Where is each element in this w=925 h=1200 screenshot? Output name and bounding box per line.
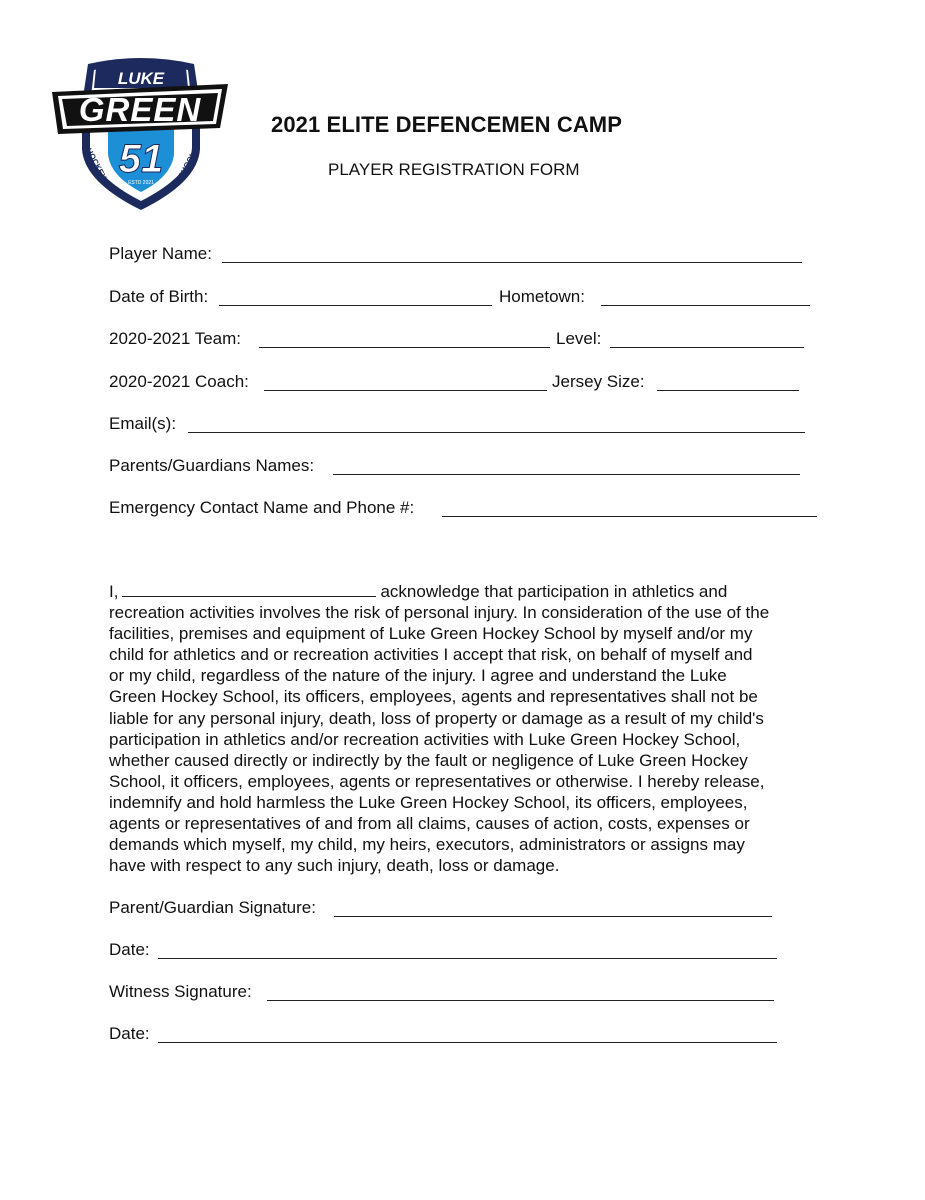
parents-label: Parents/Guardians Names: [109, 456, 315, 475]
waiver-line: liable for any personal injury, death, loss of property or damage as a result of my child's [109, 708, 764, 728]
logo-estd: ESTD 2021 [128, 180, 154, 186]
hometown-line[interactable] [601, 305, 810, 306]
waiver-line1-rest: acknowledge that participation in athletics and [380, 582, 728, 601]
field-row-dob-hometown [109, 287, 819, 309]
level-label: Level: [556, 329, 602, 348]
waiver-line: or my child, regardless of the nature of the injury. I agree and understand the Luke [109, 666, 727, 686]
parents-line[interactable] [333, 474, 800, 475]
field-row-parent-signature [109, 898, 809, 920]
waiver-line: participation in athletics and/or recreation activities with Luke Green Hockey School, [109, 729, 741, 749]
team-label: 2020-2021 Team: [109, 329, 242, 348]
waiver-line: demands which myself, my child, my heirs, executors, administrators or assigns may [109, 835, 745, 855]
luke-green-hockey-school-logo [50, 54, 232, 212]
player-name-label: Player Name: [109, 244, 212, 263]
logo-top-text: LUKE [117, 69, 165, 88]
waiver-paragraph [109, 581, 825, 876]
coach-label: 2020-2021 Coach: [109, 372, 249, 391]
witness-signature-line[interactable] [267, 1000, 774, 1001]
dob-label: Date of Birth: [109, 287, 209, 306]
waiver-line: child for athletics and or recreation activities I accept that risk, on behalf of myself and [109, 645, 753, 665]
logo-left-text: HOCKEY [84, 146, 109, 182]
field-row-coach-jersey [109, 372, 819, 394]
field-row-witness-signature [109, 982, 809, 1004]
player-name-line[interactable] [222, 262, 802, 263]
waiver-line: Green Hockey School, its officers, employees, agents and representatives shall not be [109, 687, 758, 707]
team-line[interactable] [259, 347, 550, 348]
waiver-line: agents or representatives of and from all claims, causes of action, costs, expenses or [109, 814, 750, 834]
field-row-emails [109, 414, 819, 436]
waiver-line: indemnify and hold harmless the Luke Green Hockey School, its officers, employees, [109, 792, 748, 812]
field-row-emergency [109, 498, 824, 520]
parent-signature-label: Parent/Guardian Signature: [109, 898, 316, 917]
coach-line[interactable] [264, 390, 547, 391]
logo-main-text: GREEN [78, 91, 202, 128]
emails-line[interactable] [188, 432, 805, 433]
form-title: 2021 ELITE DEFENCEMEN CAMP [271, 112, 623, 137]
field-row-team-level [109, 329, 819, 351]
waiver-line: facilities, premises and equipment of Luke Green Hockey School by myself and/or my [109, 624, 753, 644]
waiver-line: have with respect to any such injury, death, loss or damage. [109, 856, 560, 876]
field-row-parents [109, 456, 819, 478]
witness-signature-label: Witness Signature: [109, 982, 252, 1001]
logo-number: 51 [118, 137, 164, 181]
waiver-name-line[interactable] [122, 582, 376, 597]
dob-line[interactable] [219, 305, 492, 306]
jersey-size-line[interactable] [657, 390, 799, 391]
waiver-line: recreation activities involves the risk of personal injury. In consideration of the use of the [109, 603, 770, 623]
waiver-line: School, it officers, employees, agents or representatives or otherwise. I hereby release, [109, 771, 765, 791]
field-row-date-1 [109, 940, 809, 962]
jersey-size-label: Jersey Size: [552, 372, 645, 391]
emergency-line[interactable] [442, 516, 817, 517]
field-row-date-2 [109, 1024, 809, 1046]
logo-right-text: SCHOOL [173, 150, 198, 185]
field-row-player-name [109, 244, 809, 266]
hometown-label: Hometown: [499, 287, 585, 306]
waiver-line [109, 581, 825, 602]
emails-label: Email(s): [109, 414, 177, 433]
emergency-label: Emergency Contact Name and Phone #: [109, 498, 415, 517]
date-2-line[interactable] [158, 1042, 777, 1043]
date-1-line[interactable] [158, 958, 777, 959]
level-line[interactable] [610, 347, 804, 348]
date-2-label: Date: [109, 1024, 150, 1043]
form-subtitle: PLAYER REGISTRATION FORM [328, 160, 580, 179]
date-1-label: Date: [109, 940, 150, 959]
waiver-prefix: I, [109, 582, 119, 601]
waiver-line: whether caused directly or indirectly by the fault or negligence of Luke Green Hockey [109, 750, 748, 770]
parent-signature-line[interactable] [334, 916, 772, 917]
